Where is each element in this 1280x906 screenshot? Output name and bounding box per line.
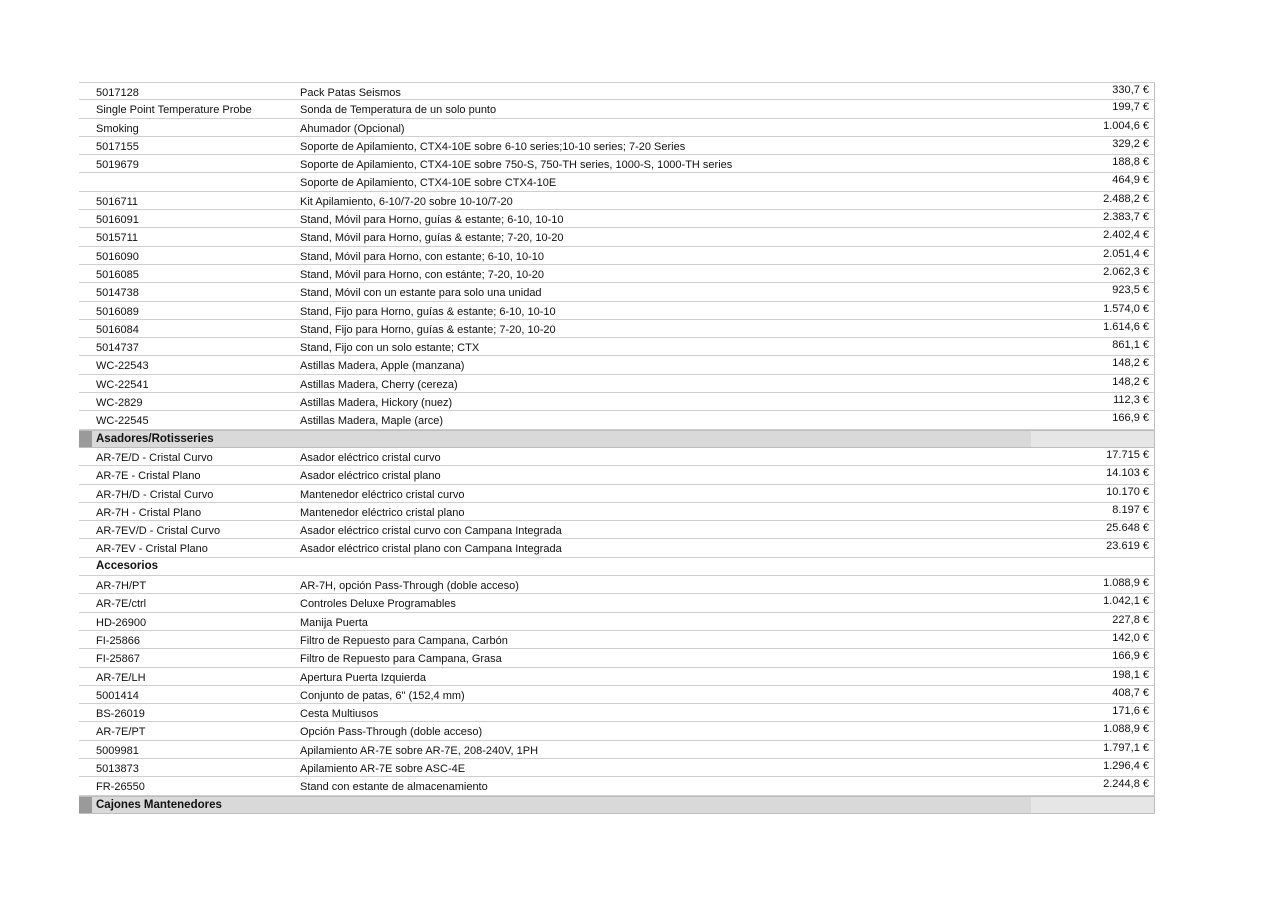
product-description: Sonda de Temperatura de un solo punto bbox=[300, 104, 497, 117]
table-row bbox=[79, 356, 1155, 374]
product-description: Filtro de Repuesto para Campana, Carbón bbox=[300, 634, 508, 647]
section-title: Cajones Mantenedores bbox=[96, 798, 222, 811]
table-row bbox=[79, 100, 1155, 118]
product-price: 10.170 € bbox=[1106, 485, 1149, 498]
column-divider bbox=[1154, 686, 1155, 703]
product-code: 5016091 bbox=[96, 214, 139, 227]
table-row bbox=[79, 759, 1155, 777]
product-price: 1.614,6 € bbox=[1103, 320, 1149, 333]
product-code: 5009981 bbox=[96, 744, 139, 757]
column-divider bbox=[1154, 411, 1155, 428]
product-price: 148,2 € bbox=[1112, 375, 1149, 388]
product-code: AR-7H/D - Cristal Curvo bbox=[96, 488, 214, 501]
product-price: 112,3 € bbox=[1113, 394, 1149, 407]
column-divider bbox=[1154, 228, 1155, 245]
column-divider bbox=[1154, 576, 1155, 593]
column-divider bbox=[1154, 448, 1155, 465]
column-divider bbox=[1154, 283, 1155, 300]
product-code: 5016089 bbox=[96, 305, 139, 318]
product-code: AR-7EV/D - Cristal Curvo bbox=[96, 525, 221, 538]
column-divider bbox=[1154, 503, 1155, 520]
product-price: 227,8 € bbox=[1112, 613, 1149, 626]
product-code: 5016711 bbox=[96, 195, 139, 208]
product-code: AR-7H - Cristal Plano bbox=[96, 506, 202, 519]
product-code: 5019679 bbox=[96, 159, 139, 172]
product-description: Stand, Móvil con un estante para solo una unidad bbox=[300, 287, 542, 300]
product-price: 14.103 € bbox=[1106, 467, 1149, 480]
column-divider bbox=[1154, 393, 1155, 410]
product-code: AR-7H/PT bbox=[96, 580, 147, 593]
table-row bbox=[79, 82, 1155, 100]
product-description: Apertura Puerta Izquierda bbox=[300, 671, 426, 684]
column-divider bbox=[1154, 83, 1155, 99]
section-header bbox=[79, 558, 1155, 576]
column-divider bbox=[1154, 704, 1155, 721]
product-description: AR-7H, opción Pass-Through (doble acceso) bbox=[300, 580, 519, 593]
table-row bbox=[79, 539, 1155, 557]
product-code: 5013873 bbox=[96, 762, 139, 775]
column-divider bbox=[1154, 375, 1155, 392]
section-title: Accesorios bbox=[96, 559, 159, 572]
column-divider bbox=[1154, 155, 1155, 172]
column-divider bbox=[1154, 173, 1155, 190]
column-divider bbox=[1154, 797, 1155, 813]
table-row bbox=[79, 594, 1155, 612]
product-price: 17.715 € bbox=[1106, 448, 1149, 461]
table-row bbox=[79, 485, 1155, 503]
product-code: FR-26550 bbox=[96, 781, 145, 794]
section-marker bbox=[79, 431, 92, 447]
product-description: Astillas Madera, Cherry (cereza) bbox=[300, 378, 458, 391]
product-price: 2.488,2 € bbox=[1103, 192, 1149, 205]
section-price-cell bbox=[1031, 797, 1155, 813]
product-price: 199,7 € bbox=[1112, 101, 1149, 114]
product-price: 142,0 € bbox=[1112, 631, 1149, 644]
product-code: HD-26900 bbox=[96, 616, 147, 629]
product-description: Controles Deluxe Programables bbox=[300, 598, 456, 611]
product-price: 1.088,9 € bbox=[1103, 723, 1149, 736]
column-divider bbox=[1154, 777, 1155, 794]
product-code: BS-26019 bbox=[96, 708, 145, 721]
product-description: Apilamiento AR-7E sobre AR-7E, 208-240V, 1PH bbox=[300, 744, 539, 757]
product-description: Cesta Multiusos bbox=[300, 708, 379, 721]
product-price: 2.402,4 € bbox=[1103, 229, 1149, 242]
table-row bbox=[79, 448, 1155, 466]
product-description: Ahumador (Opcional) bbox=[300, 122, 405, 135]
table-row bbox=[79, 283, 1155, 301]
product-description: Stand, Fijo para Horno, guías & estante; 7-20, 10-20 bbox=[300, 323, 556, 336]
price-list-table bbox=[79, 82, 1155, 814]
product-code: Smoking bbox=[96, 122, 139, 135]
product-price: 2.051,4 € bbox=[1103, 247, 1149, 260]
table-row bbox=[79, 247, 1155, 265]
table-row bbox=[79, 722, 1155, 740]
section-price-cell bbox=[1031, 431, 1155, 447]
product-description: Asador eléctrico cristal curvo con Campana Integrada bbox=[300, 525, 562, 538]
product-price: 2.244,8 € bbox=[1103, 778, 1149, 791]
column-divider bbox=[1154, 356, 1155, 373]
column-divider bbox=[1154, 668, 1155, 685]
table-row bbox=[79, 320, 1155, 338]
table-row bbox=[79, 668, 1155, 686]
product-price: 1.004,6 € bbox=[1103, 119, 1149, 132]
product-code: AR-7E/LH bbox=[96, 671, 146, 684]
column-divider bbox=[1154, 558, 1155, 575]
product-price: 1.088,9 € bbox=[1103, 577, 1149, 590]
table-row bbox=[79, 576, 1155, 594]
product-description: Mantenedor eléctrico cristal curvo bbox=[300, 488, 465, 501]
product-code: AR-7E/PT bbox=[96, 726, 146, 739]
table-row bbox=[79, 411, 1155, 429]
product-price: 329,2 € bbox=[1112, 137, 1149, 150]
column-divider bbox=[1154, 539, 1155, 556]
table-row bbox=[79, 119, 1155, 137]
product-price: 166,9 € bbox=[1112, 412, 1149, 425]
table-row bbox=[79, 649, 1155, 667]
product-description: Astillas Madera, Apple (manzana) bbox=[300, 360, 465, 373]
table-row bbox=[79, 338, 1155, 356]
table-row bbox=[79, 173, 1155, 191]
column-divider bbox=[1154, 631, 1155, 648]
product-code: FI-25867 bbox=[96, 653, 141, 666]
column-divider bbox=[1154, 100, 1155, 117]
product-code: AR-7E - Cristal Plano bbox=[96, 470, 201, 483]
table-row bbox=[79, 302, 1155, 320]
product-price: 1.296,4 € bbox=[1103, 759, 1149, 772]
product-price: 166,9 € bbox=[1112, 650, 1149, 663]
product-code: 5017155 bbox=[96, 140, 139, 153]
table-row bbox=[79, 228, 1155, 246]
product-price: 171,6 € bbox=[1112, 705, 1149, 718]
product-description: Soporte de Apilamiento, CTX4-10E sobre CTX4-10E bbox=[300, 177, 557, 190]
column-divider bbox=[1154, 485, 1155, 502]
table-row bbox=[79, 192, 1155, 210]
product-description: Asador eléctrico cristal plano bbox=[300, 470, 441, 483]
product-code: 5014737 bbox=[96, 342, 139, 355]
product-description: Filtro de Repuesto para Campana, Grasa bbox=[300, 653, 502, 666]
product-code: 5017128 bbox=[96, 87, 139, 99]
column-divider bbox=[1154, 302, 1155, 319]
product-price: 464,9 € bbox=[1112, 174, 1149, 187]
product-price: 23.619 € bbox=[1106, 540, 1149, 553]
product-price: 923,5 € bbox=[1112, 284, 1149, 297]
product-price: 8.197 € bbox=[1112, 503, 1149, 516]
product-code: 5001414 bbox=[96, 689, 139, 702]
product-description: Manija Puerta bbox=[300, 616, 368, 629]
product-code: WC-22545 bbox=[96, 415, 149, 428]
product-description: Astillas Madera, Hickory (nuez) bbox=[300, 397, 453, 410]
column-divider bbox=[1154, 722, 1155, 739]
column-divider bbox=[1154, 192, 1155, 209]
product-price: 1.042,1 € bbox=[1103, 595, 1149, 608]
product-description: Asador eléctrico cristal curvo bbox=[300, 451, 441, 464]
section-marker bbox=[79, 797, 92, 813]
column-divider bbox=[1154, 649, 1155, 666]
product-description: Opción Pass-Through (doble acceso) bbox=[300, 726, 483, 739]
product-code: Single Point Temperature Probe bbox=[96, 104, 252, 117]
column-divider bbox=[1154, 521, 1155, 538]
table-row bbox=[79, 613, 1155, 631]
product-code: WC-22543 bbox=[96, 360, 149, 373]
product-price: 198,1 € bbox=[1112, 668, 1149, 681]
column-divider bbox=[1154, 594, 1155, 611]
product-description: Apilamiento AR-7E sobre ASC-4E bbox=[300, 762, 466, 775]
table-row bbox=[79, 155, 1155, 173]
product-code: AR-7E/ctrl bbox=[96, 598, 147, 611]
table-row bbox=[79, 466, 1155, 484]
column-divider bbox=[1154, 137, 1155, 154]
product-description: Conjunto de patas, 6" (152,4 mm) bbox=[300, 689, 465, 702]
column-divider bbox=[1154, 338, 1155, 355]
product-code: WC-22541 bbox=[96, 378, 149, 391]
product-description: Stand, Fijo con un solo estante; CTX bbox=[300, 342, 480, 355]
column-divider bbox=[1154, 741, 1155, 758]
table-row bbox=[79, 265, 1155, 283]
product-description: Stand, Móvil para Horno, guías & estante; 7-20, 10-20 bbox=[300, 232, 564, 245]
product-description: Stand, Móvil para Horno, guías & estante; 6-10, 10-10 bbox=[300, 214, 564, 227]
column-divider bbox=[1154, 431, 1155, 447]
product-description: Stand, Móvil para Horno, con estánte; 7-20, 10-20 bbox=[300, 268, 544, 281]
column-divider bbox=[1154, 759, 1155, 776]
table-row bbox=[79, 777, 1155, 795]
table-row bbox=[79, 393, 1155, 411]
table-row bbox=[79, 137, 1155, 155]
column-divider bbox=[1154, 119, 1155, 136]
product-code: 5016084 bbox=[96, 323, 139, 336]
section-title: Asadores/Rotisseries bbox=[96, 432, 214, 445]
product-code: 5014738 bbox=[96, 287, 139, 300]
product-description: Pack Patas Seismos bbox=[300, 87, 401, 99]
product-description: Soporte de Apilamiento, CTX4-10E sobre 6-10 series;10-10 series; 7-20 Series bbox=[300, 140, 686, 153]
product-price: 408,7 € bbox=[1112, 686, 1149, 699]
table-row bbox=[79, 521, 1155, 539]
product-description: Stand, Fijo para Horno, guías & estante; 6-10, 10-10 bbox=[300, 305, 556, 318]
column-divider bbox=[1154, 613, 1155, 630]
table-row bbox=[79, 210, 1155, 228]
product-price: 330,7 € bbox=[1112, 84, 1149, 96]
table-row bbox=[79, 503, 1155, 521]
product-price: 1.797,1 € bbox=[1103, 741, 1149, 754]
product-price: 861,1 € bbox=[1112, 339, 1149, 352]
column-divider bbox=[1154, 247, 1155, 264]
table-row bbox=[79, 704, 1155, 722]
column-divider bbox=[1154, 466, 1155, 483]
product-code: 5016085 bbox=[96, 268, 139, 281]
product-price: 148,2 € bbox=[1112, 357, 1149, 370]
product-description: Mantenedor eléctrico cristal plano bbox=[300, 506, 465, 519]
product-description: Soporte de Apilamiento, CTX4-10E sobre 750-S, 750-TH series, 1000-S, 1000-TH series bbox=[300, 159, 733, 172]
product-description: Kit Apilamiento, 6-10/7-20 sobre 10-10/7-20 bbox=[300, 195, 513, 208]
product-description: Stand con estante de almacenamiento bbox=[300, 781, 488, 794]
product-price: 188,8 € bbox=[1112, 156, 1149, 169]
section-header bbox=[79, 796, 1155, 814]
table-row bbox=[79, 686, 1155, 704]
product-price: 25.648 € bbox=[1106, 522, 1149, 535]
product-code: AR-7EV - Cristal Plano bbox=[96, 543, 208, 556]
product-price: 2.383,7 € bbox=[1103, 211, 1149, 224]
product-code: 5016090 bbox=[96, 250, 139, 263]
product-price: 2.062,3 € bbox=[1103, 265, 1149, 278]
table-row bbox=[79, 741, 1155, 759]
product-description: Astillas Madera, Maple (arce) bbox=[300, 415, 444, 428]
product-code: 5015711 bbox=[96, 232, 139, 245]
product-code: WC-2829 bbox=[96, 397, 143, 410]
column-divider bbox=[1154, 320, 1155, 337]
column-divider bbox=[1154, 210, 1155, 227]
table-row bbox=[79, 375, 1155, 393]
product-code: AR-7E/D - Cristal Curvo bbox=[96, 451, 213, 464]
section-header bbox=[79, 430, 1155, 448]
table-row bbox=[79, 631, 1155, 649]
product-description: Asador eléctrico cristal plano con Campana Integrada bbox=[300, 543, 562, 556]
product-code: FI-25866 bbox=[96, 634, 141, 647]
column-divider bbox=[1154, 265, 1155, 282]
product-price: 1.574,0 € bbox=[1103, 302, 1149, 315]
product-description: Stand, Móvil para Horno, con estante; 6-10, 10-10 bbox=[300, 250, 544, 263]
